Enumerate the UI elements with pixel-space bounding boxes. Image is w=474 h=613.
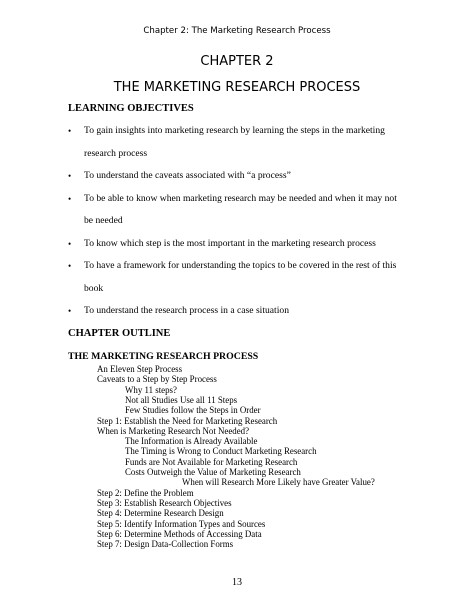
learning-objectives-heading: LEARNING OBJECTIVES (68, 103, 194, 114)
learning-objective-text: To gain insights into marketing research by learning the steps in the marketing research process (84, 125, 385, 159)
outline-item: When is Marketing Research Not Needed? (97, 425, 250, 436)
learning-objective-item (68, 233, 408, 256)
outline-item: An Eleven Step Process (97, 364, 183, 374)
outline-item: Why 11 steps? (125, 384, 177, 395)
learning-objective-item (68, 188, 408, 233)
outline-item: The Information is Already Available (125, 436, 258, 447)
learning-objectives-list (68, 120, 408, 323)
bullet-icon: • (68, 171, 72, 181)
learning-objective-item (68, 255, 408, 300)
learning-objective-item (68, 120, 408, 165)
page-number: 13 (232, 577, 242, 588)
outline-item: Caveats to a Step by Step Process (97, 374, 217, 385)
outline-item: Costs Outweigh the Value of Marketing Research (125, 467, 301, 477)
bullet-icon: • (68, 306, 72, 316)
learning-objective-item (68, 165, 408, 188)
learning-objective-item (68, 300, 408, 323)
bullet-icon: • (68, 193, 72, 204)
learning-objective-text: To have a framework for understanding the topics to be covered in the rest of this book (84, 260, 397, 294)
outline-item: Few Studies follow the Steps in Order (125, 405, 261, 416)
learning-objective-text: To know which step is the most important in the marketing research process (84, 237, 376, 249)
learning-objective-text: To be able to know when marketing research may be needed and when it may not be needed (84, 192, 397, 226)
learning-objective-text: To understand the caveats associated with “a process” (84, 170, 291, 181)
outline-item: Funds are Not Available for Marketing Research (125, 456, 298, 467)
outline-item: Step 2: Define the Problem (97, 487, 194, 498)
outline-item: When will Research More Likely have Greater Value? (182, 477, 375, 488)
outline-item: Step 7: Design Data-Collection Forms (97, 539, 234, 550)
bullet-icon: • (68, 261, 72, 271)
outline-item: The Timing is Wrong to Conduct Marketing Research (125, 446, 317, 457)
outline-item: Step 3: Establish Research Objectives (97, 497, 232, 508)
running-header: Chapter 2: The Marketing Research Process (143, 26, 331, 36)
bullet-icon: • (68, 126, 72, 136)
learning-objective-text: To understand the research process in a case situation (84, 305, 289, 316)
outline-item: Not all Studies Use all 11 Steps (125, 394, 238, 405)
outline-item: Step 1: Establish the Need for Marketing Research (97, 415, 278, 426)
outline-item: Step 5: Identify Information Types and Sources (97, 518, 266, 529)
outline-section-title: THE MARKETING RESEARCH PROCESS (68, 351, 259, 362)
chapter-number: CHAPTER 2 (200, 54, 274, 69)
outline-item: Step 4: Determine Research Design (97, 508, 224, 519)
outline-item: Step 6: Determine Methods of Accessing Data (97, 528, 262, 539)
chapter-outline-heading: CHAPTER OUTLINE (68, 328, 171, 339)
chapter-title: THE MARKETING RESEARCH PROCESS (113, 80, 361, 95)
bullet-icon: • (68, 238, 72, 249)
